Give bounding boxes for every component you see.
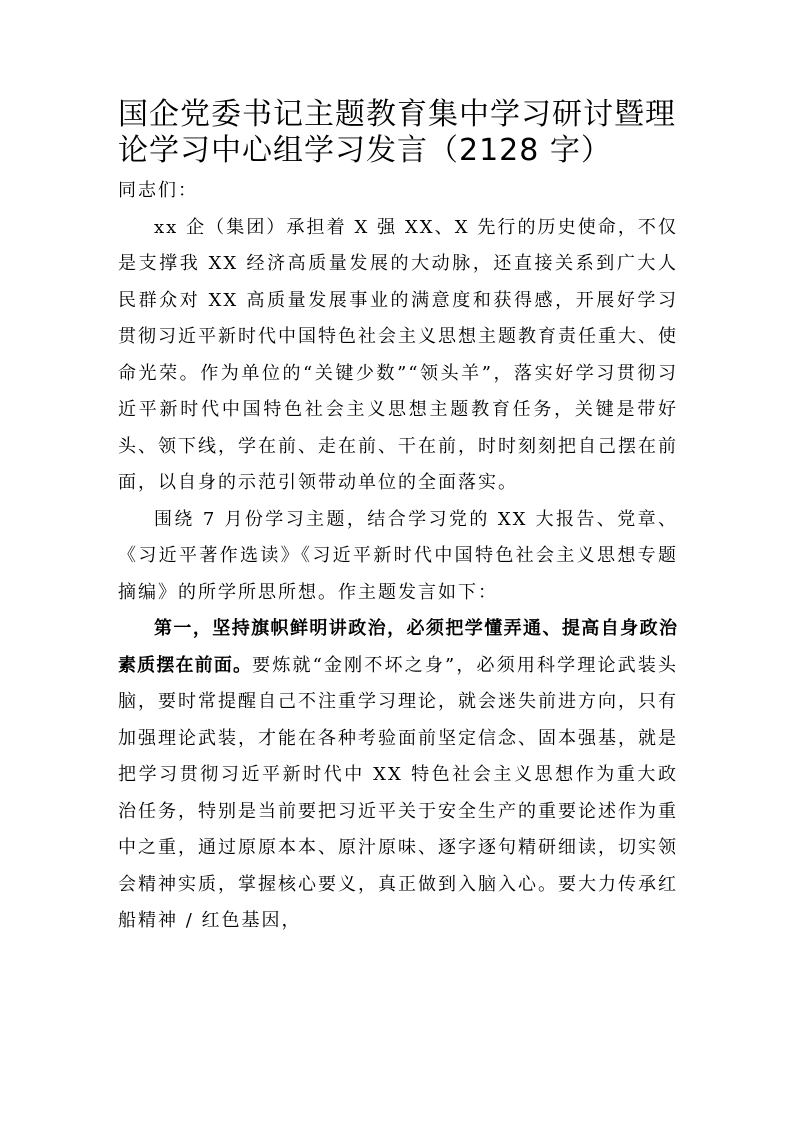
document-page xyxy=(118,97,678,940)
first-point-text: 要炼就“金刚不坏之身”，必须用科学理论武装头脑，要时常提醒自己不注重学习理论，就会迷失前进方向，只有加强理论武装，才能在各种考验面前坚定信念、固本强基，就是把学习贯彻习近平新时代中 XX 特色社会主义思想作为重大政治任务，特别是当前要把习近平关于安全生产的重要论述作为重中之重，通过原原本本、原汁原味、逐字逐句精研细读，切实领会精神实质，掌握核心要义，真正做到入脑入心。要大力传承红船精神 / 红色基因， xyxy=(118,654,679,931)
paragraph-intro-text: xx 企（集团）承担着 X 强 XX、X 先行的历史使命，不仅是支撑我 XX 经济高质量发展的大动脉，还直接关系到广大人民群众对 XX 高质量发展事业的满意度和获得感，开展好学习贯彻习近平新时代中国特色社会主义思想主题教育责任重大、使命光荣。作为单位的“关键少数”“领头羊”，落实好学习贯彻习近平新时代中国特色社会主义思想主题教育任务，关键是带好头、领下线，学在前、走在前、干在前，时时刻刻把自己摆在前面，以自身的示范引领带动单位的全面落实。 xyxy=(118,216,678,493)
paragraph-intro xyxy=(118,210,678,502)
paragraph-first-point xyxy=(118,611,678,940)
first-point-heading: 第一，坚持旗帜鲜明讲政治，必须把学懂弄通、提高自身政治素质摆在前面。 xyxy=(118,618,678,676)
salutation: 同志们： xyxy=(118,180,198,201)
document-title: 国企党委书记主题教育集中学习研讨暨理论学习中心组学习发言（2128 字） xyxy=(118,97,676,168)
paragraph-topic-text: 围绕 7 月份学习主题，结合学习党的 XX 大报告、党章、《习近平著作选读》《习近平新时代中国特色社会主义思想专题摘编》的所学所思所想。作主题发言如下： xyxy=(118,508,678,603)
paragraph-topic xyxy=(118,502,678,612)
